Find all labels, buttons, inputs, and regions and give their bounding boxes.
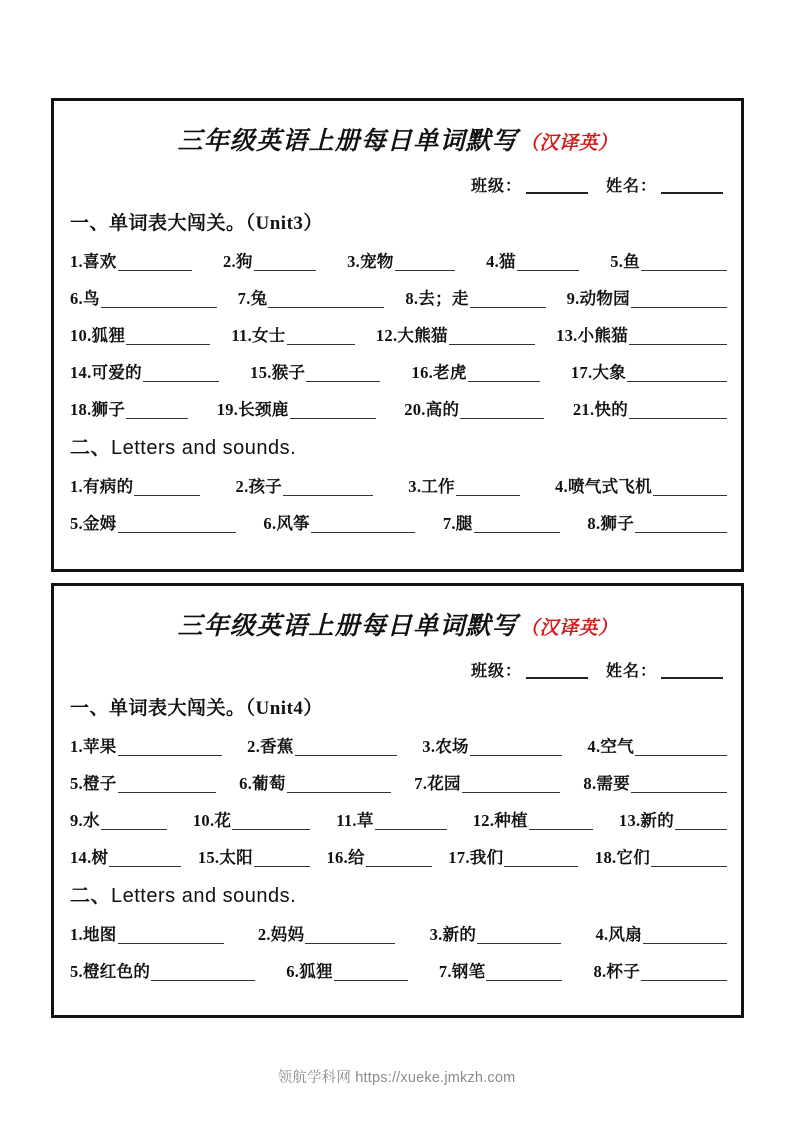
answer-blank[interactable]: [366, 848, 432, 867]
word-item: [610, 252, 727, 271]
answer-blank[interactable]: [486, 962, 562, 981]
word-item: [236, 477, 374, 496]
word-prompt: 7.腿: [442, 513, 473, 533]
answer-blank[interactable]: [460, 400, 544, 419]
answer-blank[interactable]: [254, 848, 310, 867]
worksheet-title-row: [68, 121, 727, 157]
word-prompt: 16.给: [326, 847, 365, 867]
word-prompt: 2.妈妈: [257, 924, 305, 944]
word-item: [70, 737, 222, 756]
student-meta-row: [68, 173, 727, 196]
answer-blank[interactable]: [109, 848, 181, 867]
answer-blank[interactable]: [470, 737, 562, 756]
answer-blank[interactable]: [375, 811, 447, 830]
name-blank-field[interactable]: [661, 192, 723, 194]
word-prompt: 1.地图: [70, 924, 117, 944]
word-item: [198, 848, 310, 867]
word-prompt: 4.喷气式飞机: [555, 476, 652, 496]
word-row: [70, 466, 727, 496]
word-item: [619, 811, 727, 830]
word-prompt: 8.狮子: [587, 513, 634, 533]
word-prompt: 15.太阳: [197, 847, 253, 867]
class-label: 班级：: [470, 178, 522, 195]
word-item: [217, 400, 376, 419]
answer-blank[interactable]: [118, 737, 222, 756]
word-item: [336, 811, 446, 830]
word-item: [439, 962, 563, 981]
class-label: 班级：: [470, 663, 522, 680]
answer-blank[interactable]: [629, 326, 727, 345]
word-item: [376, 326, 535, 345]
class-blank-field[interactable]: [526, 192, 588, 194]
word-row: [70, 503, 727, 533]
word-prompt: 7.兔: [237, 288, 268, 308]
page-title-annotation: （汉译英）: [520, 618, 618, 639]
word-prompt: 5.橙子: [70, 773, 117, 793]
answer-blank[interactable]: [462, 774, 560, 793]
word-item: [412, 363, 540, 382]
answer-blank[interactable]: [635, 737, 727, 756]
word-prompt: 9.水: [70, 810, 100, 830]
answer-blank[interactable]: [641, 962, 727, 981]
answer-blank[interactable]: [118, 514, 236, 533]
answer-blank[interactable]: [456, 477, 520, 496]
word-prompt: 3.宠物: [347, 251, 394, 271]
answer-blank[interactable]: [529, 811, 593, 830]
word-prompt: 17.我们: [448, 847, 504, 867]
answer-blank[interactable]: [101, 811, 167, 830]
word-item: [247, 737, 397, 756]
word-item: [223, 252, 316, 271]
word-item: [238, 289, 385, 308]
word-item: [70, 289, 217, 308]
word-item: [448, 848, 578, 867]
answer-blank[interactable]: [118, 925, 224, 944]
answer-blank[interactable]: [477, 925, 561, 944]
word-row: [70, 241, 727, 271]
word-row: [70, 951, 727, 981]
answer-blank[interactable]: [306, 363, 380, 382]
page-title: 三年级英语上册每日单词默写: [177, 128, 519, 155]
answer-blank[interactable]: [651, 848, 727, 867]
word-item: [286, 962, 408, 981]
word-prompt: 5.橙红色的: [70, 961, 151, 981]
answer-blank[interactable]: [643, 925, 727, 944]
word-prompt: 4.猫: [486, 251, 516, 271]
wordlist-rows-unit4: [68, 726, 727, 867]
word-prompt: 12.种植: [472, 810, 528, 830]
answer-blank[interactable]: [675, 811, 727, 830]
word-prompt: 1.喜欢: [70, 251, 117, 271]
word-prompt: 5.鱼: [610, 251, 640, 271]
answer-blank[interactable]: [470, 289, 546, 308]
answer-blank[interactable]: [287, 774, 391, 793]
word-item: [571, 363, 727, 382]
word-prompt: 6.风筝: [263, 513, 310, 533]
word-prompt: 13.小熊猫: [556, 325, 629, 345]
word-item: [422, 737, 562, 756]
word-prompt: 11.女士: [231, 325, 286, 345]
word-prompt: 6.狐狸: [286, 961, 333, 981]
word-row: [70, 389, 727, 419]
word-prompt: 7.钢笔: [438, 961, 486, 981]
word-item: [70, 962, 255, 981]
word-item: [573, 400, 727, 419]
worksheet-card-unit3: [51, 98, 744, 572]
name-blank-field[interactable]: [661, 677, 723, 679]
word-row: [70, 914, 727, 944]
word-prompt: 2.孩子: [235, 476, 283, 496]
answer-blank[interactable]: [631, 774, 727, 793]
answer-blank[interactable]: [504, 848, 578, 867]
word-item: [556, 326, 727, 345]
word-prompt: 14.树: [70, 847, 109, 867]
answer-blank[interactable]: [627, 363, 727, 382]
name-label: 姓名：: [605, 663, 657, 680]
word-prompt: 3.新的: [429, 924, 477, 944]
word-item: [70, 774, 216, 793]
answer-blank[interactable]: [631, 289, 727, 308]
answer-blank[interactable]: [468, 363, 540, 382]
student-meta-row: [68, 658, 727, 681]
word-prompt: 4.风扇: [595, 924, 643, 944]
wordlist-rows-unit3: [68, 241, 727, 419]
word-prompt: 6.鸟: [70, 288, 100, 308]
word-prompt: 11.草: [336, 810, 374, 830]
word-item: [258, 925, 396, 944]
word-item: [263, 514, 415, 533]
word-row: [70, 352, 727, 382]
answer-blank[interactable]: [101, 289, 217, 308]
word-row: [70, 278, 727, 308]
name-label: 姓名：: [605, 178, 657, 195]
answer-blank[interactable]: [283, 477, 373, 496]
word-item: [405, 289, 545, 308]
word-prompt: 5.金姆: [70, 513, 117, 533]
word-prompt: 3.工作: [408, 476, 455, 496]
letters-sounds-rows-unit3: [68, 466, 727, 533]
answer-blank[interactable]: [449, 326, 535, 345]
word-item: [70, 514, 236, 533]
word-item: [70, 811, 167, 830]
answer-blank[interactable]: [517, 252, 579, 271]
word-item: [70, 477, 200, 496]
section-heading-wordlist: 一、单词表大闯关。（Unit3）: [70, 213, 323, 234]
word-item: [193, 811, 310, 830]
word-item: [555, 477, 727, 496]
word-item: [70, 326, 210, 345]
word-item: [414, 774, 560, 793]
answer-blank[interactable]: [118, 774, 216, 793]
word-item: [70, 252, 192, 271]
answer-blank[interactable]: [334, 962, 408, 981]
answer-blank[interactable]: [126, 326, 210, 345]
word-prompt: 1.苹果: [70, 736, 117, 756]
word-item: [443, 514, 560, 533]
word-item: [408, 477, 520, 496]
word-prompt: 7.花园: [414, 773, 461, 793]
word-prompt: 17.大象: [570, 362, 627, 382]
answer-blank[interactable]: [126, 400, 188, 419]
word-item: [70, 363, 219, 382]
answer-blank[interactable]: [311, 514, 415, 533]
word-row: [70, 800, 727, 830]
word-prompt: 8.去；走: [405, 288, 469, 308]
answer-blank[interactable]: [474, 514, 560, 533]
answer-blank[interactable]: [395, 252, 455, 271]
answer-blank[interactable]: [287, 326, 355, 345]
word-item: [70, 848, 181, 867]
word-prompt: 8.杯子: [593, 961, 641, 981]
word-item: [595, 848, 727, 867]
word-item: [70, 925, 224, 944]
word-item: [567, 289, 727, 308]
word-item: [404, 400, 544, 419]
word-prompt: 9.动物园: [566, 288, 630, 308]
answer-blank[interactable]: [653, 477, 727, 496]
word-item: [239, 774, 391, 793]
answer-blank[interactable]: [118, 252, 192, 271]
word-item: [587, 514, 727, 533]
class-blank-field[interactable]: [526, 677, 588, 679]
worksheet-card-unit4: [51, 583, 744, 1018]
word-prompt: 19.长颈鹿: [216, 399, 289, 419]
word-item: [473, 811, 593, 830]
word-item: [587, 737, 727, 756]
word-row: [70, 763, 727, 793]
answer-blank[interactable]: [254, 252, 316, 271]
answer-blank[interactable]: [151, 962, 255, 981]
word-prompt: 18.它们: [594, 847, 651, 867]
section-heading-letters-sounds: 二、Letters and sounds.: [70, 437, 297, 459]
page-title-annotation: （汉译英）: [520, 133, 618, 154]
word-prompt: 15.猴子: [250, 362, 306, 382]
word-prompt: 4.空气: [587, 736, 634, 756]
section-heading-wordlist: 一、单词表大闯关。（Unit4）: [70, 698, 323, 719]
word-prompt: 6.葡萄: [239, 773, 286, 793]
word-row: [70, 315, 727, 345]
word-prompt: 2.狗: [222, 251, 253, 271]
word-prompt: 8.需要: [583, 773, 630, 793]
word-item: [583, 774, 727, 793]
word-item: [486, 252, 579, 271]
word-prompt: 18.狮子: [70, 399, 126, 419]
answer-blank[interactable]: [143, 363, 219, 382]
word-prompt: 14.可爱的: [70, 362, 142, 382]
word-prompt: 21.快的: [572, 399, 628, 419]
word-row: [70, 726, 727, 756]
answer-blank[interactable]: [305, 925, 395, 944]
answer-blank[interactable]: [268, 289, 384, 308]
answer-blank[interactable]: [629, 400, 727, 419]
word-row: [70, 837, 727, 867]
word-item: [347, 252, 455, 271]
word-prompt: 2.香蕉: [247, 736, 294, 756]
word-prompt: 16.老虎: [411, 362, 467, 382]
word-item: [430, 925, 562, 944]
word-item: [593, 962, 727, 981]
answer-blank[interactable]: [232, 811, 310, 830]
word-item: [595, 925, 727, 944]
site-watermark: 领航学科网 https://xueke.jmkzh.com: [277, 1070, 516, 1086]
word-prompt: 10.花: [192, 810, 232, 830]
answer-blank[interactable]: [641, 252, 727, 271]
answer-blank[interactable]: [635, 514, 727, 533]
word-item: [326, 848, 431, 867]
answer-blank[interactable]: [134, 477, 200, 496]
word-prompt: 12.大熊猫: [375, 325, 448, 345]
worksheet-title-row: [68, 606, 727, 642]
word-item: [250, 363, 380, 382]
word-prompt: 10.狐狸: [70, 325, 126, 345]
answer-blank[interactable]: [295, 737, 397, 756]
word-prompt: 20.高的: [404, 399, 460, 419]
word-item: [70, 400, 188, 419]
word-item: [231, 326, 354, 345]
word-prompt: 13.新的: [618, 810, 675, 830]
word-prompt: 1.有病的: [70, 476, 134, 496]
word-prompt: 3.农场: [422, 736, 469, 756]
letters-sounds-rows-unit4: [68, 914, 727, 981]
answer-blank[interactable]: [290, 400, 376, 419]
page-title: 三年级英语上册每日单词默写: [177, 613, 519, 640]
section-heading-letters-sounds: 二、Letters and sounds.: [70, 885, 297, 907]
